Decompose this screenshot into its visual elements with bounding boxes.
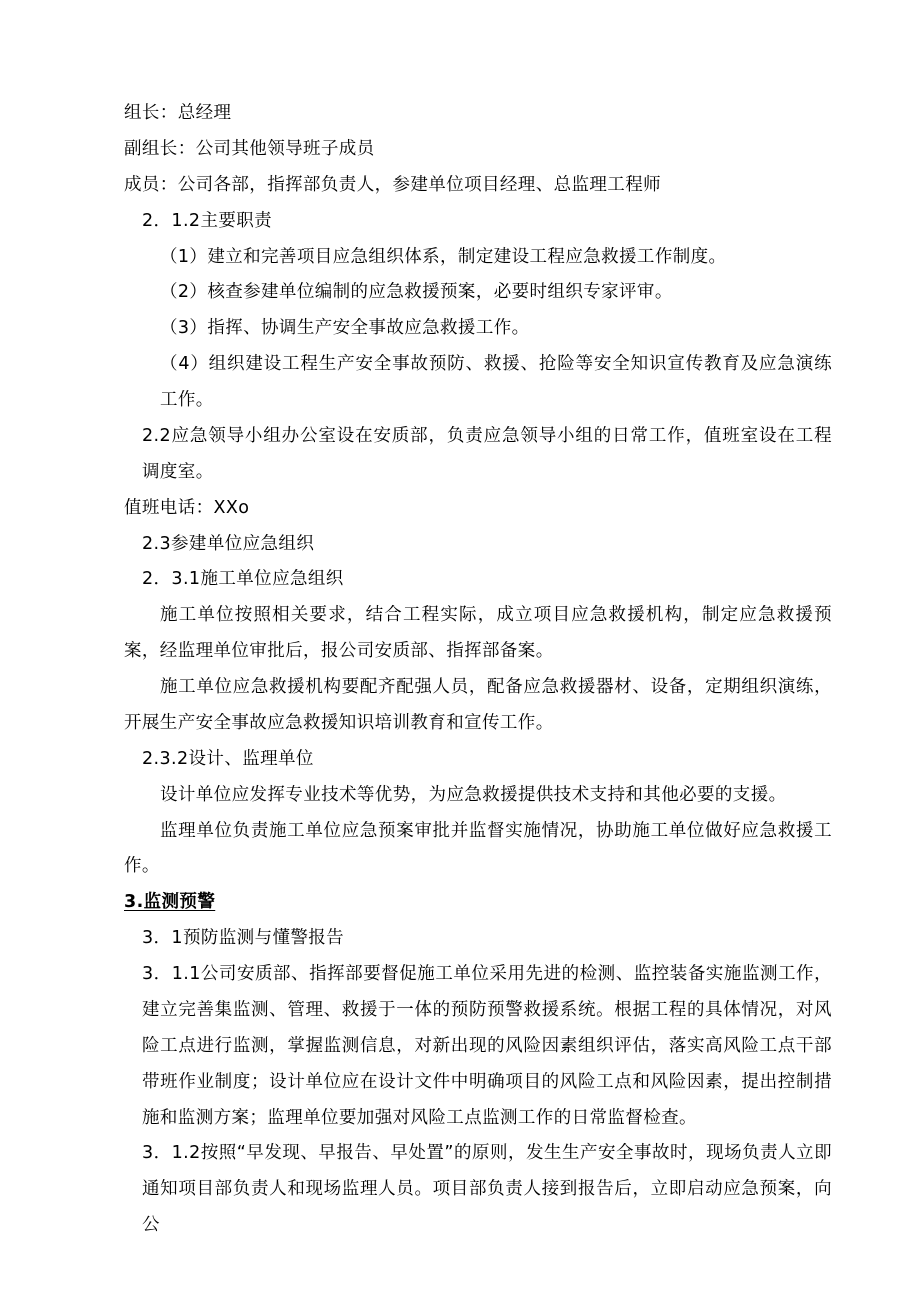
section-3-1-2-paragraph: 3．1.2按照“早发现、早报告、早处置”的原则，发生生产安全事故时，现场负责人立即通知项目部负责人和现场监理人员。项目部负责人接到报告后，立即启动应急预案，向公 (142, 1143, 832, 1236)
paragraph-group-leader: 组长：总经理 (124, 103, 232, 123)
section-2-3-1-title: 2．3.1施工单位应急组织 (142, 569, 344, 590)
paragraph-members: 成员：公司各部，指挥部负责人，参建单位项目经理、总监理工程师 (124, 174, 661, 195)
paragraph-design-unit: 设计单位应发挥专业技术等优势，为应急救援提供技术支持和其他必要的支援。 (160, 784, 787, 805)
section-2-1-2-title: 2．1.2主要职责 (142, 210, 273, 231)
duty-item-4: （4）组织建设工程生产安全事故预防、救援、抢险等安全知识宣传教育及应急演练工作。 (160, 354, 832, 410)
duty-item-2: （2）核查参建单位编制的应急救援预案，必要时组织专家评审。 (160, 282, 673, 303)
paragraph-construction-unit-equipment: 施工单位应急救援机构要配齐配强人员，配备应急救援器材、设备，定期组织演练，开展生产安全事故应急救援知识培训教育和宣传工作。 (124, 677, 832, 733)
section-2-3-2-title: 2.3.2设计、监理单位 (142, 748, 314, 769)
section-3-1-1-paragraph: 3．1.1公司安质部、指挥部要督促施工单位采用先进的检测、监控装备实施监测工作，建立完善集监测、管理、救援于一体的预防预警救援系统。根据工程的具体情况，对风险工点进行监测，掌握监测信息，对新出现的风险因素组织评估，落实高风险工点干部带班作业制度；设计单位应在设计文件中明确项目的风险工点和风险因素，提出控制措施和监测方案；监理单位要加强对风险工点监测工作的日常监督检查。 (142, 964, 832, 1128)
paragraph-supervision-unit: 监理单位负责施工单位应急预案审批并监督实施情况，协助施工单位做好应急救援工作。 (124, 820, 832, 877)
section-3-heading-text: 3.监测预警 (124, 892, 216, 913)
section-3-1-title: 3．1预防监测与懂警报告 (142, 928, 345, 949)
duty-phone-line: 值班电话：XXo (124, 497, 250, 518)
section-3-heading (108, 885, 832, 921)
paragraph-deputy-leader: 副组长：公司其他领导班子成员 (124, 138, 375, 159)
section-2-3-title: 2.3参建单位应急组织 (142, 533, 315, 554)
duty-item-1: （1）建立和完善项目应急组织体系，制定建设工程应急救援工作制度。 (160, 246, 727, 267)
section-2-2-paragraph: 2.2应急领导小组办公室设在安质部，负责应急领导小组的日常工作，值班室设在工程调度室。 (142, 425, 832, 482)
duty-item-3: （3）指挥、协调生产安全事故应急救援工作。 (160, 318, 530, 339)
paragraph-construction-unit-org: 施工单位按照相关要求，结合工程实际，成立项目应急救援机构，制定应急救援预案，经监理单位审批后，报公司安质部、指挥部备案。 (124, 605, 832, 662)
document-body (108, 96, 832, 1244)
